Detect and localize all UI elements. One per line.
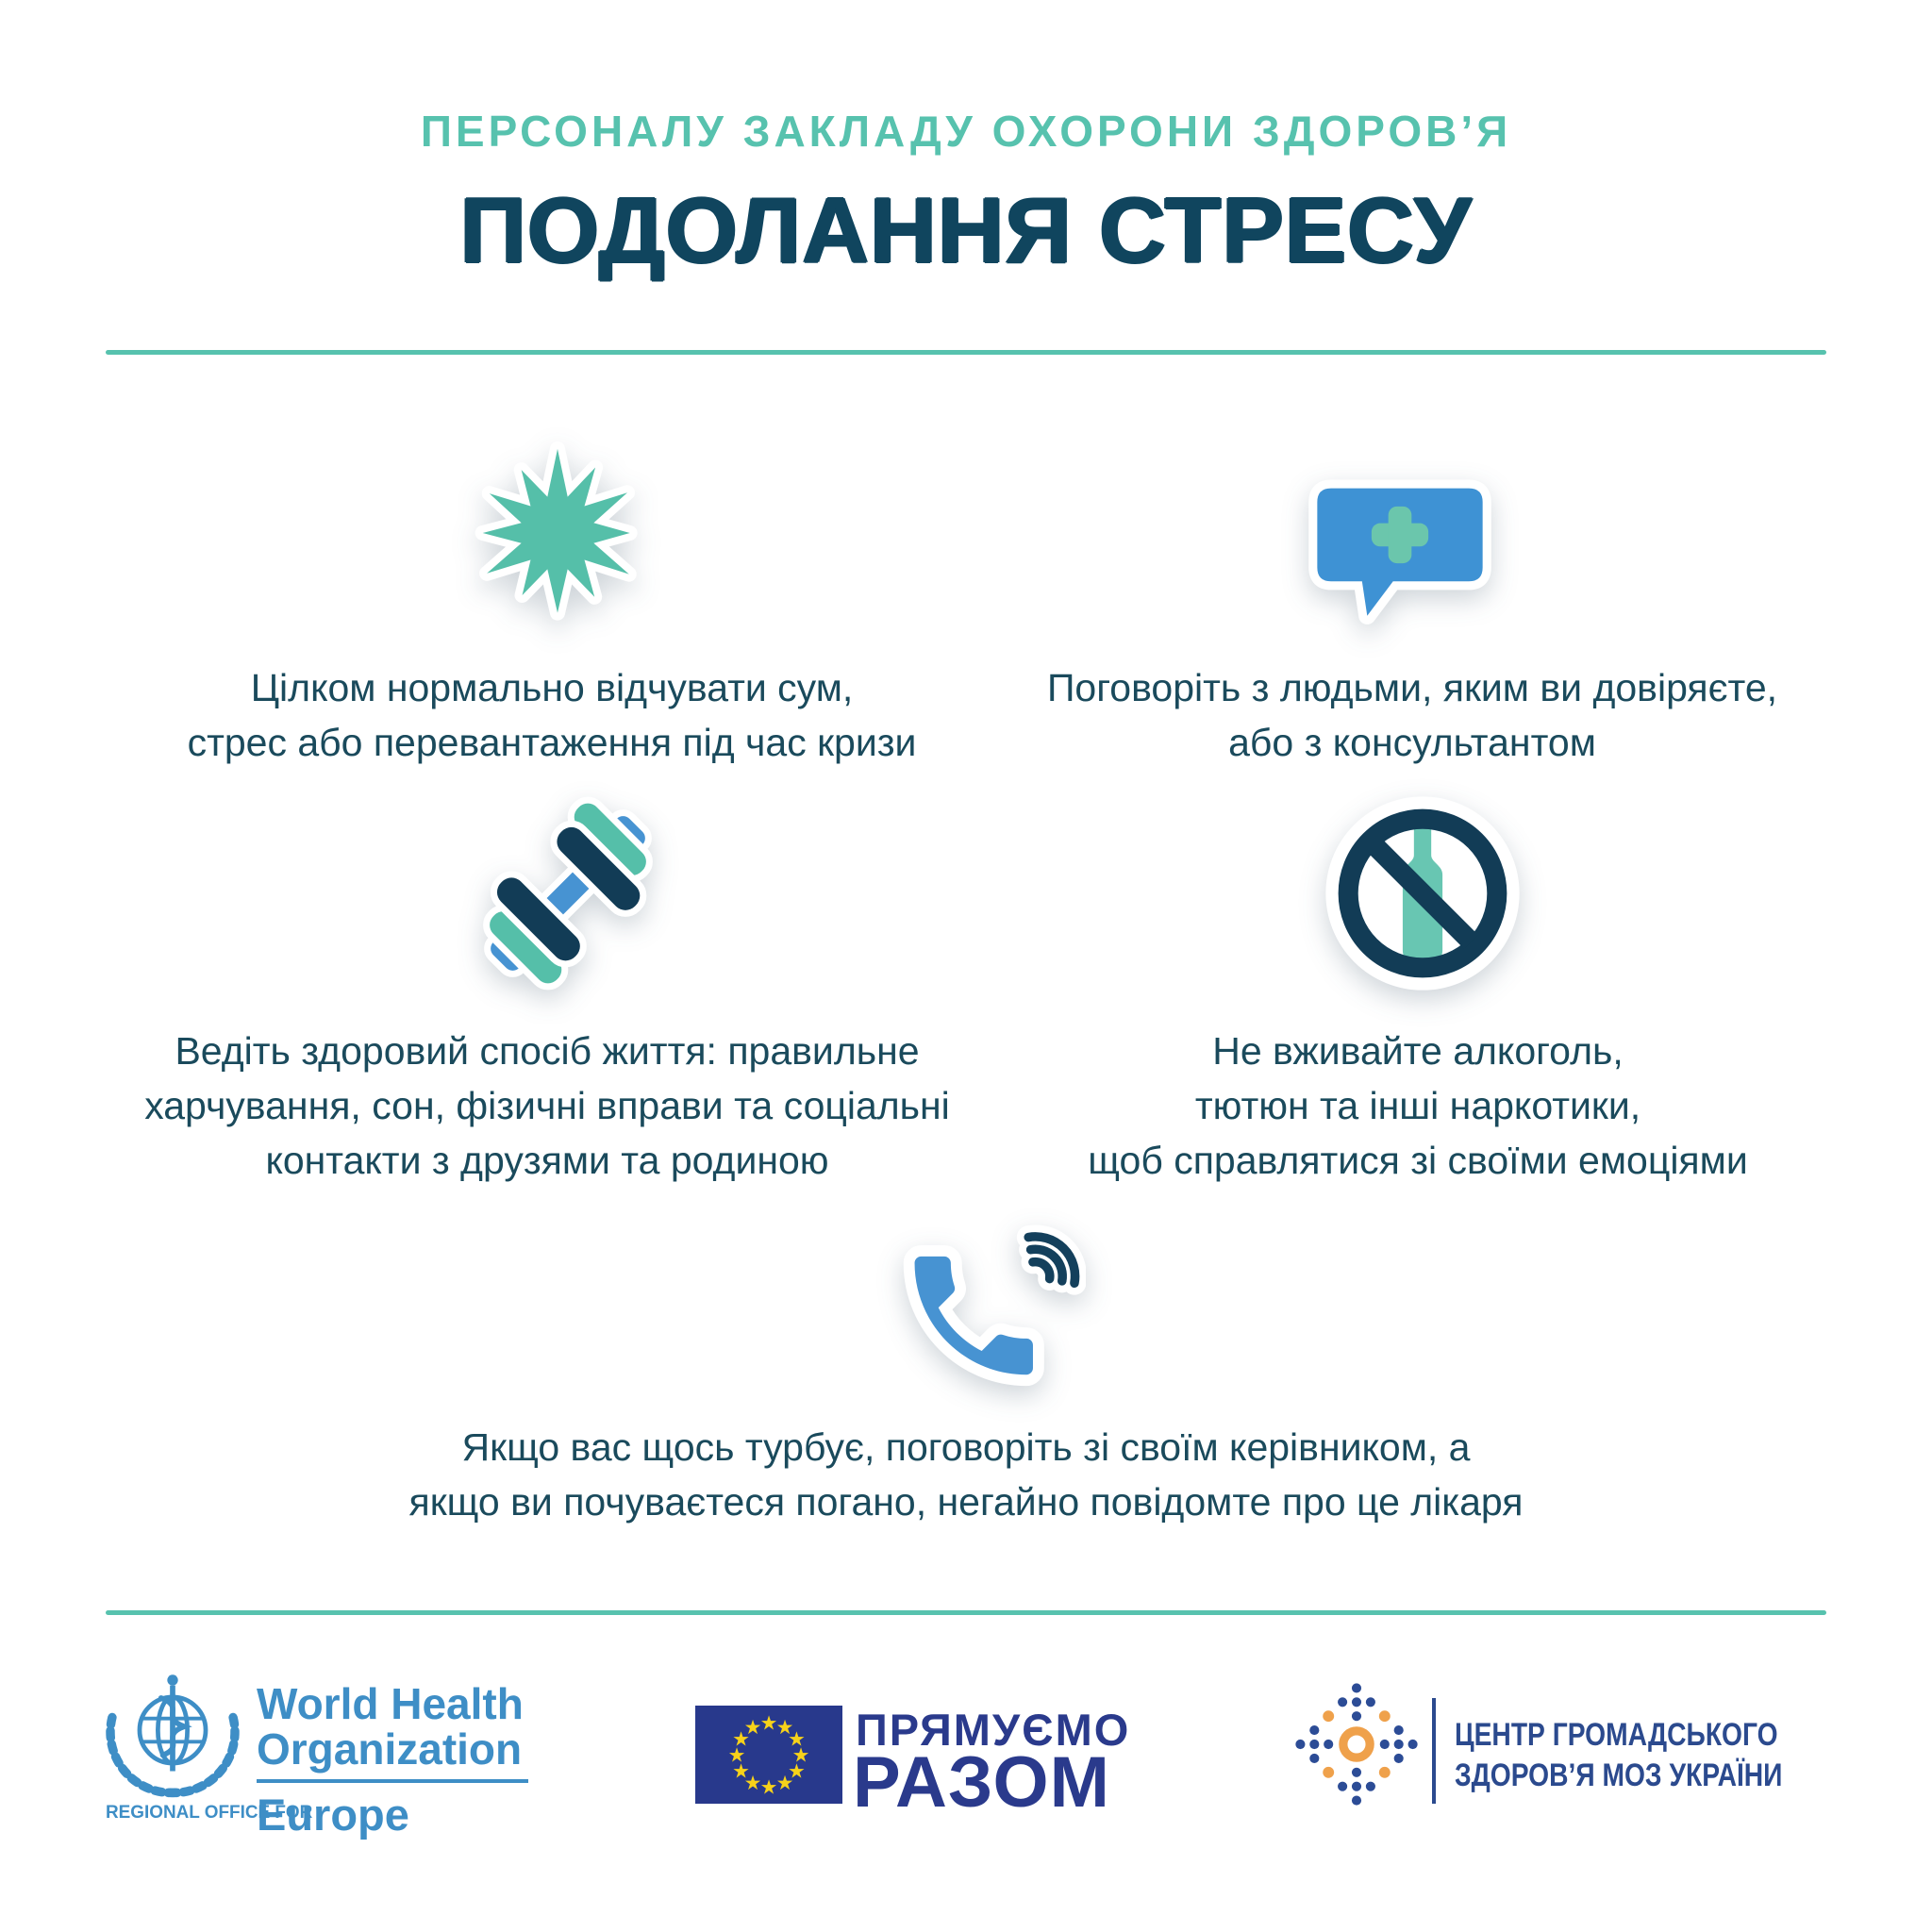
svg-text:★: ★	[743, 1716, 762, 1740]
tip-3-line-1: Ведіть здоровий спосіб життя: правильне	[175, 1029, 920, 1073]
phc-name-line-1: ЦЕНТР ГРОМАДСЬКОГО	[1455, 1717, 1778, 1753]
tip-4-line-3: щоб справлятися зі своїми емоціями	[1088, 1139, 1748, 1182]
tip-1-line-1: Цілком нормально відчувати сум,	[250, 666, 854, 709]
tip-1-text	[188, 660, 917, 770]
who-region-label: Europe	[257, 1790, 409, 1840]
svg-text:★: ★	[727, 1743, 746, 1767]
tip-5-line-1: Якщо вас щось турбує, поговоріть зі своїм керівником, а	[461, 1425, 1471, 1469]
who-underline	[257, 1779, 528, 1783]
svg-text:★: ★	[787, 1759, 806, 1783]
svg-text:★: ★	[743, 1771, 762, 1794]
no-alcohol-icon	[1319, 790, 1526, 997]
svg-text:★: ★	[787, 1727, 806, 1751]
tip-3-line-3: контакти з друзями та родиною	[265, 1139, 829, 1182]
page-title: ПОДОЛАННЯ СТРЕСУ	[459, 178, 1473, 282]
tip-4-line-1: Не вживайте алкоголь,	[1212, 1029, 1624, 1073]
svg-text:★: ★	[759, 1711, 778, 1735]
bottom-divider-line	[106, 1610, 1826, 1615]
phc-divider	[1432, 1698, 1436, 1804]
phc-name-line-2: ЗДОРОВ’Я МОЗ УКРАЇНИ	[1455, 1757, 1783, 1793]
eu-logo	[695, 1704, 1139, 1855]
phone-icon	[888, 1215, 1086, 1413]
tip-4-text	[1088, 1024, 1747, 1188]
burst-icon	[461, 437, 655, 630]
top-divider-line	[106, 350, 1826, 355]
svg-text:★: ★	[732, 1727, 751, 1751]
phc-dots-icon	[1288, 1675, 1425, 1813]
tip-2-text	[1047, 660, 1777, 770]
tip-3-text	[144, 1024, 950, 1188]
svg-text:★: ★	[775, 1771, 794, 1794]
tip-2-line-1: Поговоріть з людьми, яким ви довіряєте,	[1046, 666, 1778, 709]
who-emblem-icon	[106, 1660, 240, 1800]
phc-name	[1455, 1715, 1782, 1796]
tip-3-line-2: харчування, сон, фізичні вправи та соціальні	[144, 1084, 950, 1127]
eu-tagline-line-1: ПРЯМУЄМО	[856, 1705, 1131, 1755]
kicker-text: ПЕРСОНАЛУ ЗАКЛАДУ ОХОРОНИ ЗДОРОВ’Я	[420, 107, 1512, 156]
who-name-line-1: World Health	[257, 1679, 524, 1728]
who-logo	[106, 1660, 549, 1887]
dumbbell-icon	[464, 790, 672, 997]
eu-flag-icon	[695, 1706, 842, 1804]
sound-waves-icon	[1018, 1225, 1086, 1293]
svg-text:★: ★	[791, 1743, 810, 1767]
svg-text:★: ★	[759, 1775, 778, 1799]
tip-2-line-2: або з консультантом	[1228, 721, 1596, 764]
tip-1-line-2: стрес або перевантаження під час кризи	[187, 721, 917, 764]
chat-plus-icon	[1301, 445, 1499, 643]
svg-text:★: ★	[775, 1716, 794, 1740]
who-office-label: REGIONAL OFFICE FOR	[106, 1802, 313, 1823]
tip-5-text	[409, 1420, 1524, 1529]
eu-tagline-line-2: РАЗОМ	[853, 1742, 1110, 1823]
phc-logo	[1288, 1675, 1816, 1864]
who-name-line-2: Organization	[257, 1724, 523, 1774]
tip-5-line-2: якщо ви почуваєтеся погано, негайно повідомте про це лікаря	[408, 1480, 1524, 1524]
who-name	[257, 1681, 524, 1772]
tip-4-line-2: тютюн та інші наркотики,	[1194, 1084, 1641, 1127]
svg-text:★: ★	[732, 1759, 751, 1783]
